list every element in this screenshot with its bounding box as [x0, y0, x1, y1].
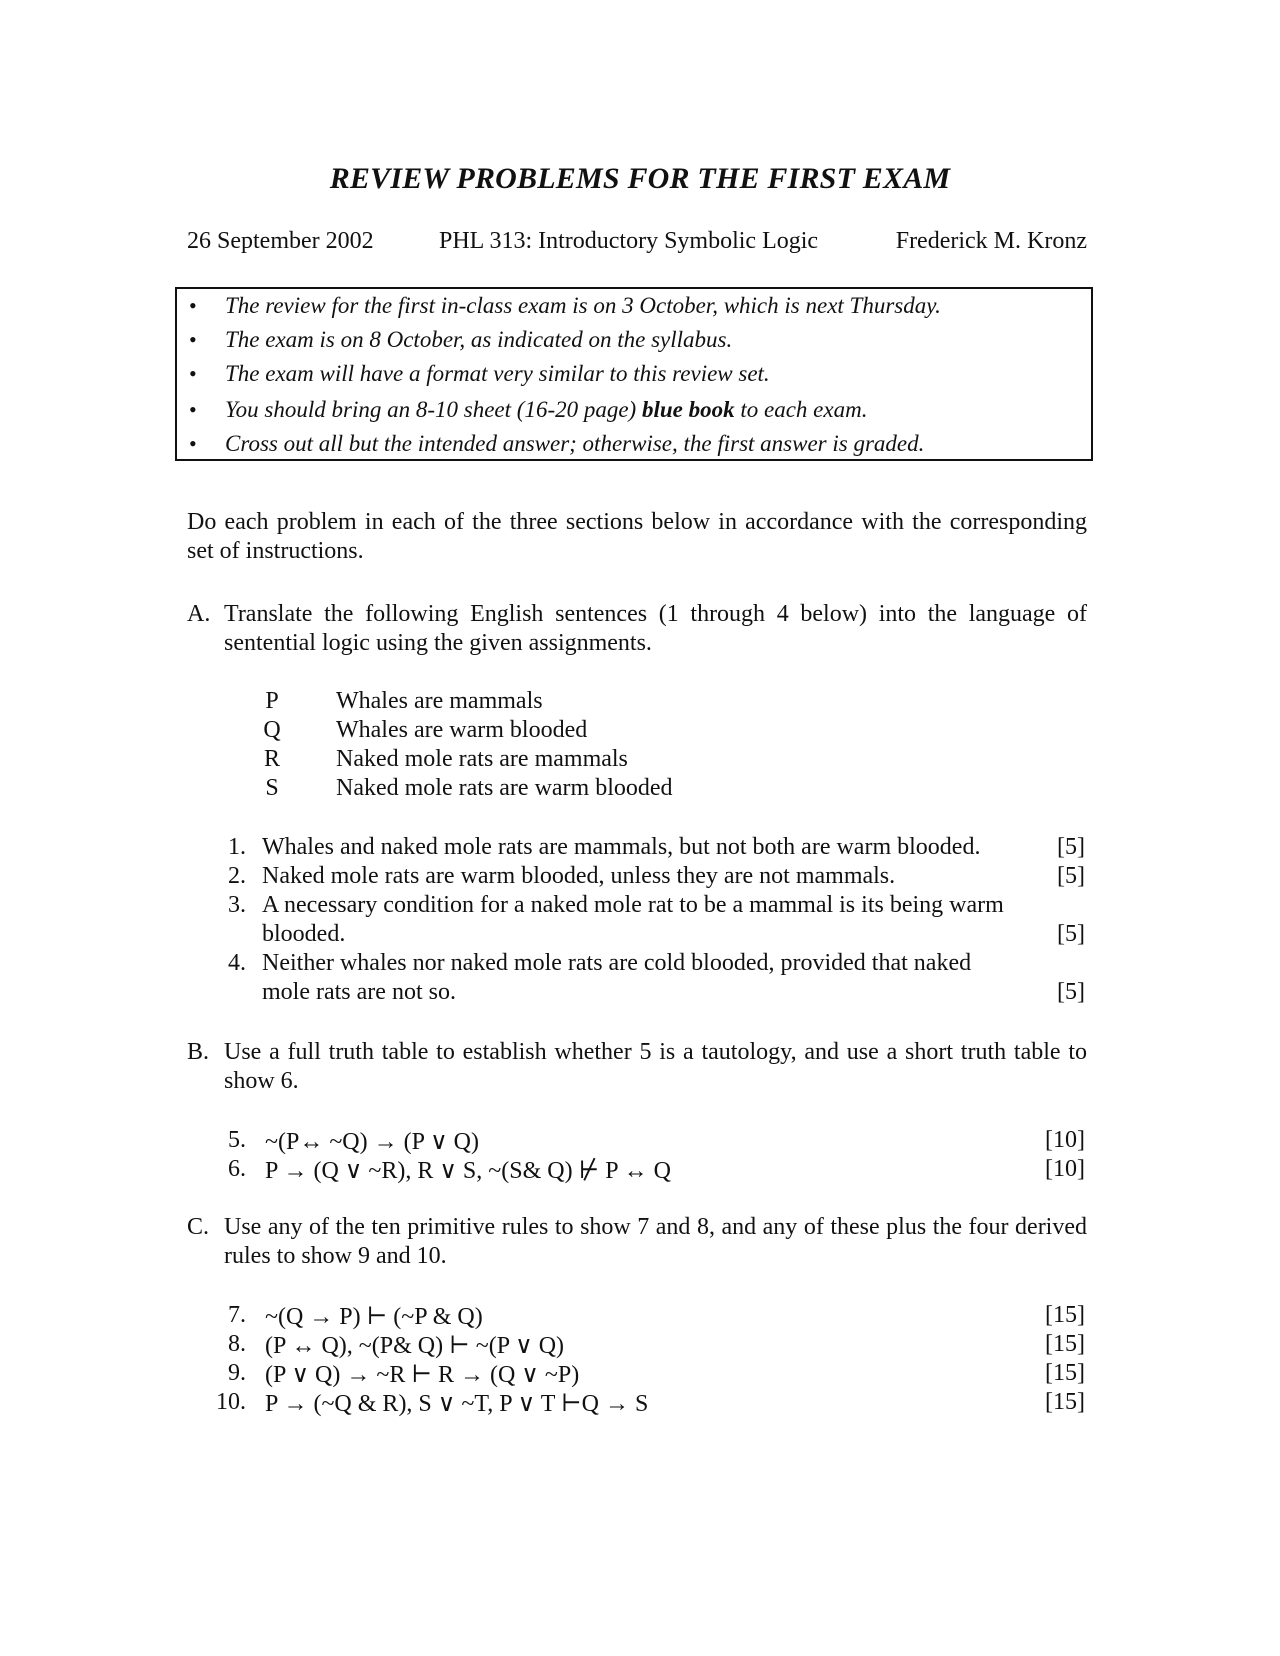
section-letter: B.	[187, 1039, 210, 1065]
problem-number: 6.	[228, 1156, 246, 1182]
problem-number: 7.	[228, 1302, 246, 1328]
problem-points: [10]	[1045, 1156, 1085, 1182]
header-meta	[187, 228, 1087, 258]
section-instructions: Translate the following English sentences (1 through 4 below) into the language of sentential logic using the given assignments.	[224, 601, 1087, 656]
problem-text: blooded.	[262, 921, 346, 947]
problem-text: A necessary condition for a naked mole rat to be a mammal is its being warm	[262, 892, 1004, 918]
intro-paragraph: Do each problem in each of the three sections below in accordance with the corresponding set of instructions.	[187, 509, 1087, 564]
notice-box: • The review for the first in-class exam is on 3 October, which is next Thursday. • The exam is on 8 October, as indicated on the syllabus. • The exam will have a format very similar to this review set. • You should bring an 8-10 sheet (16-20 page) blue book to each exam. • Cross out all but the intended answer; otherwise, the first answer is graded.	[175, 287, 1093, 461]
problem-formula: ~(P↔ ~Q) → (P ∨ Q)	[265, 1129, 479, 1155]
sentence-meaning: Naked mole rats are mammals	[336, 746, 628, 772]
sentence-letter: Q	[263, 717, 281, 743]
problem-points: [5]	[1057, 863, 1085, 889]
bullet-icon: •	[189, 293, 197, 318]
section-c	[187, 1213, 1087, 1273]
problem-number: 1.	[228, 834, 246, 860]
problem-points: [10]	[1045, 1127, 1085, 1153]
bullet-icon: •	[189, 327, 197, 352]
date: 26 September 2002	[187, 228, 374, 254]
bullet-icon: •	[189, 397, 197, 422]
emphasis: blue book	[641, 397, 735, 422]
problem-number: 8.	[228, 1331, 246, 1357]
bullet-icon: •	[189, 431, 197, 456]
section-letter: A.	[187, 601, 211, 627]
problem-points: [15]	[1045, 1360, 1085, 1386]
problem-formula: ~(Q → P) ⊢ (~P & Q)	[265, 1304, 483, 1330]
problem-formula: (P ↔ Q), ~(P& Q) ⊢ ~(P ∨ Q)	[265, 1333, 565, 1359]
problem-points: [15]	[1045, 1389, 1085, 1415]
sentence-letter: P	[265, 688, 279, 714]
sentence-meaning: Naked mole rats are warm blooded	[336, 775, 673, 801]
problem-number: 4.	[228, 950, 246, 976]
problem-points: [5]	[1057, 921, 1085, 947]
problem-formula: P → (~Q & R), S ∨ ~T, P ∨ T ⊢Q → S	[265, 1391, 649, 1417]
author: Frederick M. Kronz	[895, 228, 1087, 254]
section-a	[187, 600, 1087, 660]
course-name: PHL 313: Introductory Symbolic Logic	[439, 228, 819, 254]
sentence-meaning: Whales are mammals	[336, 688, 543, 714]
section-letter: C.	[187, 1214, 210, 1240]
problem-number: 9.	[228, 1360, 246, 1386]
problem-text: mole rats are not so.	[262, 979, 456, 1005]
problem-text: Whales and naked mole rats are mammals, but not both are warm blooded.	[262, 834, 981, 860]
section-b	[187, 1038, 1087, 1098]
sentence-letter: S	[265, 775, 279, 801]
section-instructions: Use any of the ten primitive rules to show 7 and 8, and any of these plus the four derived rules to show 9 and 10.	[224, 1214, 1087, 1269]
bullet-icon: •	[189, 361, 197, 386]
problem-formula: (P ∨ Q) → ~R ⊢ R → (Q ∨ ~P)	[265, 1362, 580, 1388]
problem-points: [5]	[1057, 834, 1085, 860]
problem-points: [5]	[1057, 979, 1085, 1005]
problem-points: [15]	[1045, 1302, 1085, 1328]
problem-number: 3.	[228, 892, 246, 918]
problem-text: Neither whales nor naked mole rats are cold blooded, provided that naked	[262, 950, 972, 976]
problem-text: Naked mole rats are warm blooded, unless they are not mammals.	[262, 863, 896, 889]
sentence-meaning: Whales are warm blooded	[336, 717, 588, 743]
page-title: REVIEW PROBLEMS FOR THE FIRST EXAM	[329, 162, 951, 195]
problem-number: 5.	[228, 1127, 246, 1153]
problem-number: 2.	[228, 863, 246, 889]
problem-formula: P → (Q ∨ ~R), R ∨ S, ~(S& Q) ⊬ P ↔ Q	[265, 1158, 671, 1184]
sentence-letter: R	[263, 746, 280, 772]
problem-points: [15]	[1045, 1331, 1085, 1357]
section-instructions: Use a full truth table to establish whether 5 is a tautology, and use a short truth table to show 6.	[224, 1039, 1087, 1094]
problem-number: 10.	[216, 1389, 246, 1415]
